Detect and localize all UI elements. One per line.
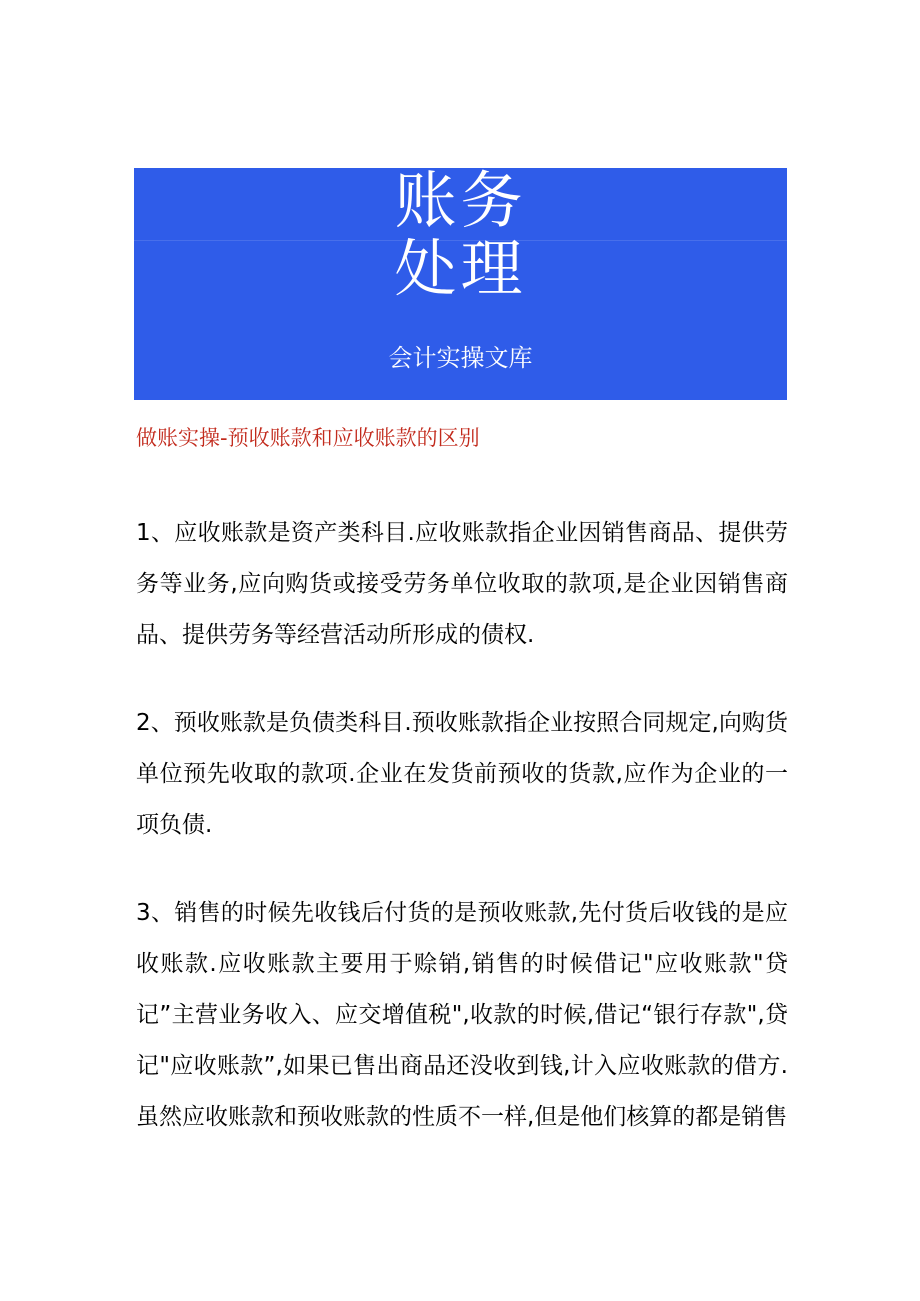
paragraph-2: 2、预收账款是负债类科目.预收账款指企业按照合同规定,向购货单位预先收取的款项.企业在发货前预收的货款,应作为企业的一项负债. — [136, 710, 788, 838]
banner-subtitle: 会计实操文库 — [388, 344, 533, 372]
paragraph-3: 3、销售的时候先收钱后付货的是预收账款,先付货后收钱的是应收账款.应收账款主要用于赊销,销售的时候借记"应收账款"贷记”主营业务收入、应交增值税",收款的时候,借记“银行存款",贷记"应收账款”,如果已售出商品还没收到钱,计入应收账款的借方.虽然应收账款和预收账款的性质不一样,但是他们核算的都是销售 — [136, 900, 788, 1130]
paragraph-1: 1、应收账款是资产类科目.应收账款指企业因销售商品、提供劳务等业务,应向购货或接受劳务单位收取的款项,是企业因销售商品、提供劳务等经营活动所形成的债权. — [136, 520, 788, 648]
document-title: 做账实操-预收账款和应收账款的区别 — [136, 426, 480, 450]
banner-title-line1: 账务 — [394, 168, 527, 237]
banner-title-line2: 处理 — [394, 232, 527, 305]
cover-banner — [134, 168, 787, 400]
